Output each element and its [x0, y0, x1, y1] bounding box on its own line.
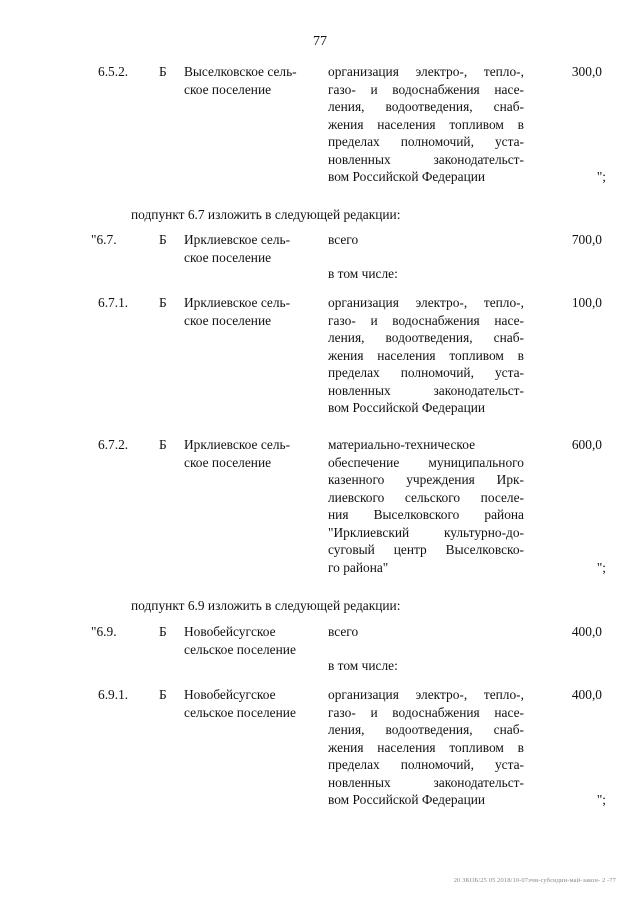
- closing-quote: ";: [596, 792, 606, 807]
- amendment-paragraph: подпункт 6.9 изложить в следующей редакции:: [131, 598, 401, 613]
- including-label: в том числе:: [328, 658, 398, 673]
- amount-value: 300,0: [571, 64, 602, 79]
- amount-value: 600,0: [571, 437, 602, 452]
- purpose-line: организация электро-, тепло-,: [328, 687, 524, 702]
- settlement-name-line: Выселковское сель-: [184, 64, 297, 79]
- purpose-line: го района": [328, 559, 389, 575]
- page-number: 77: [313, 34, 327, 49]
- row-number: 6.7.2.: [98, 437, 129, 452]
- row-category: Б: [159, 64, 167, 79]
- settlement-name-line: ское поселение: [184, 312, 272, 328]
- amount-value: 700,0: [571, 232, 602, 247]
- row-number: 6.5.2.: [98, 64, 129, 79]
- purpose-line: ления, водоотведения, снаб-: [328, 722, 524, 737]
- purpose-line: вом Российской Федерации: [328, 792, 486, 807]
- purpose-line: всего: [328, 232, 359, 247]
- purpose-line: материально-техническое: [328, 437, 476, 452]
- settlement-name-line: ское поселение: [184, 454, 272, 470]
- purpose-line: казенного учреждения Ирк-: [328, 472, 524, 487]
- amount-value: 400,0: [571, 624, 602, 639]
- purpose-line: ления, водоотведения, снаб-: [328, 330, 524, 345]
- row-number: "6.9.: [91, 624, 117, 639]
- purpose-line: новленных законодательст-: [328, 774, 524, 790]
- purpose-line: жения населения топливом в: [328, 739, 524, 755]
- purpose-line: газо- и водоснабжения насе-: [328, 81, 524, 97]
- row-category: Б: [159, 624, 167, 639]
- row-number: 6.7.1.: [98, 295, 129, 310]
- amount-value: 100,0: [571, 295, 602, 310]
- row-number: 6.9.1.: [98, 687, 129, 702]
- row-category: Б: [159, 437, 167, 452]
- settlement-name-line: сельское поселение: [184, 704, 296, 720]
- document-footer-code: 20 ЗКОБ/25 05 2018/10-07зчм-субсидии-май-закон- 2 -77: [453, 877, 616, 884]
- settlement-name-line: Ирклиевское сель-: [184, 232, 291, 247]
- purpose-line: газо- и водоснабжения насе-: [328, 704, 524, 720]
- purpose-line: пределах полномочий, уста-: [328, 365, 524, 380]
- settlement-name-line: ское поселение: [184, 249, 272, 265]
- purpose-line: жения населения топливом в: [328, 347, 524, 363]
- settlement-name-line: Новобейсугское: [184, 687, 276, 702]
- purpose-line: жения населения топливом в: [328, 116, 524, 132]
- purpose-line: обеспечение муниципального: [328, 454, 524, 470]
- settlement-name-line: Ирклиевское сель-: [184, 437, 291, 452]
- purpose-line: организация электро-, тепло-,: [328, 295, 524, 310]
- closing-quote: ";: [596, 169, 606, 184]
- purpose-line: пределах полномочий, уста-: [328, 134, 524, 149]
- purpose-line: вом Российской Федерации: [328, 169, 486, 184]
- purpose-line: новленных законодательст-: [328, 151, 524, 167]
- purpose-line: пределах полномочий, уста-: [328, 757, 524, 772]
- row-category: Б: [159, 295, 167, 310]
- purpose-line: суговый центр Выселковско-: [328, 542, 524, 557]
- purpose-line: вом Российской Федерации: [328, 400, 486, 415]
- purpose-line: всего: [328, 624, 359, 639]
- amendment-paragraph: подпункт 6.7 изложить в следующей редакции:: [131, 207, 401, 222]
- closing-quote: ";: [596, 559, 606, 575]
- purpose-line: ления, водоотведения, снаб-: [328, 99, 524, 114]
- purpose-line: ния Выселковского района: [328, 507, 524, 522]
- purpose-line: новленных законодательст-: [328, 382, 524, 398]
- settlement-name-line: Ирклиевское сель-: [184, 295, 291, 310]
- row-number: "6.7.: [91, 232, 117, 247]
- settlement-name-line: Новобейсугское: [184, 624, 276, 639]
- settlement-name-line: сельское поселение: [184, 641, 296, 657]
- settlement-name-line: ское поселение: [184, 81, 272, 97]
- purpose-line: организация электро-, тепло-,: [328, 64, 524, 79]
- row-category: Б: [159, 687, 167, 702]
- purpose-line: "Ирклиевский культурно-до-: [328, 524, 524, 540]
- amount-value: 400,0: [571, 687, 602, 702]
- purpose-line: лиевского сельского поселе-: [328, 489, 524, 505]
- purpose-line: газо- и водоснабжения насе-: [328, 312, 524, 328]
- row-category: Б: [159, 232, 167, 247]
- including-label: в том числе:: [328, 266, 398, 281]
